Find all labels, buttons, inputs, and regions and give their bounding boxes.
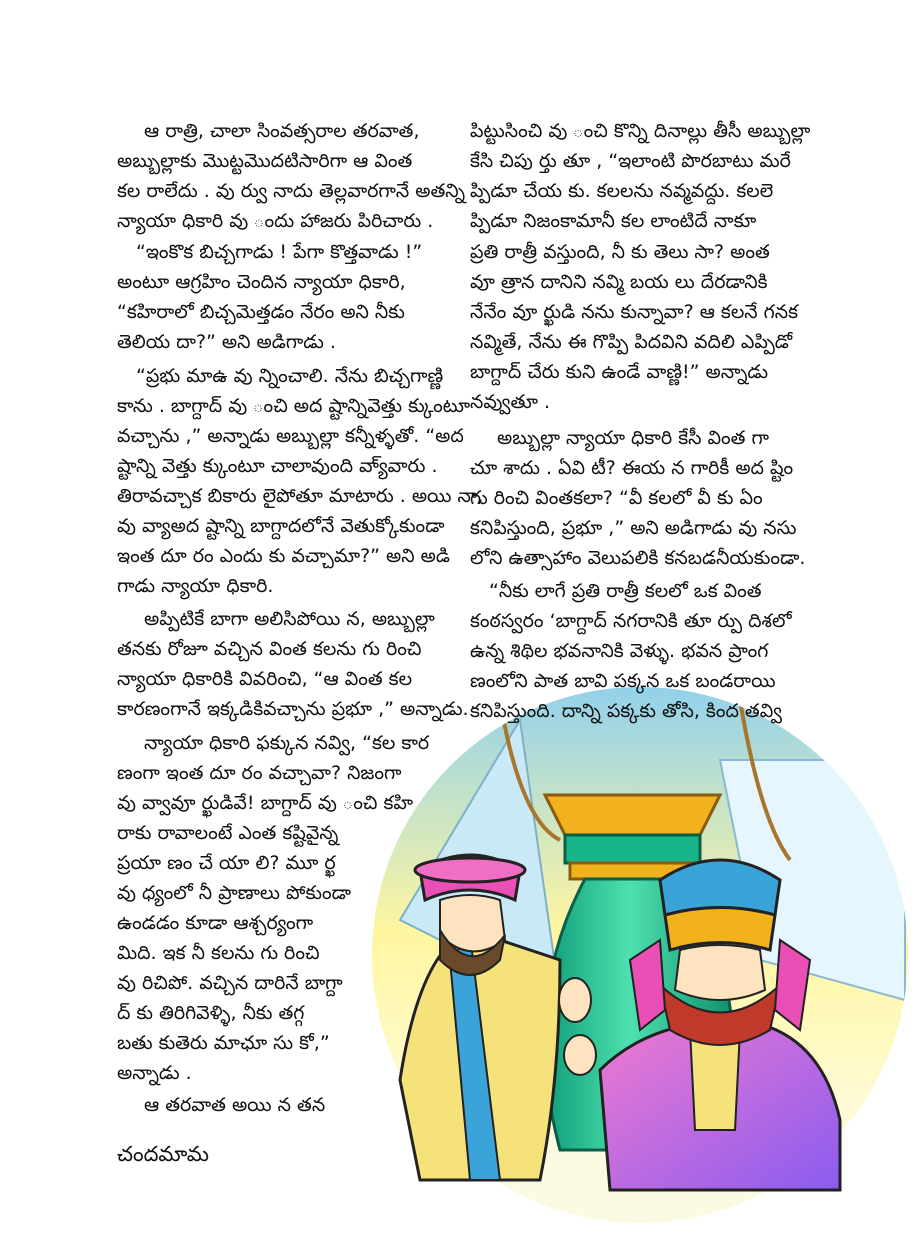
left-line-1: ఆ రాత్రి, చాలా సింవత్సరాల తరవాత, (144, 120, 420, 142)
left-line-29: వు రిచిపో. వచ్చిన దారినే బాగ్దా (117, 972, 343, 994)
left-line-12: ష్టాన్ని వెత్తు క్కుంటూ చాలావుంది వ్యా్వారు . (117, 455, 438, 477)
left-line-23: వు వ్వావూ ర్ఖుడివే! బాగ్దాద్ వు ంచి కహి (117, 792, 414, 814)
left-line-27: ఉండడం కూడా ఆశ్చర్యంగా (117, 912, 314, 934)
right-line-12: చూ శాదు . ఏవి టీ? ఈయ న గారికీ అద ష్టిం (470, 457, 794, 479)
left-line-33: ఆ తరవాత అయి న తన (144, 1094, 326, 1116)
left-line-21: న్యాయా ధికారి ఫక్కున నవ్వి, “కల కార (144, 732, 430, 754)
left-line-17: అప్పిటికే బాగా అలిసిపోయి న, అబ్బుల్లా (144, 608, 435, 630)
right-line-3: ప్పిడూ చేయ కు. కలలను నవ్మవద్దు. కలలె (470, 180, 774, 202)
left-line-13: తిరావచ్చాక బికారు లైపోతూ మాటారు . అయి నా, (117, 485, 484, 507)
left-line-7: “కహిరాలో బిచ్చమెత్తడం నేరం అని నీకు (117, 301, 405, 323)
left-line-20: కారణంగానే ఇక్కడికివచ్చాను ప్రభూ ,” అన్నాడు. (117, 698, 469, 720)
left-line-30: ద్ కు తిరిగివెళ్ళి, నీకు తగ్గ (117, 1002, 305, 1024)
right-line-1: పిట్టుసించి వు ంచి కొన్ని దినాల్లు తీసీ అబ్బుల్లా (470, 120, 811, 142)
right-line-2: కేసి చిపు ర్తు తూ , “ఇలాంటి పొరబాటు మరే (470, 150, 791, 172)
magazine-footer-title: చందమామ (117, 1142, 209, 1166)
left-line-15: ఇంత దూ రం ఎందు కు వచ్చామా?” అని అడి (117, 545, 450, 567)
left-line-32: అన్నాడు . (117, 1062, 192, 1084)
right-line-10: నవ్వుతూ . (470, 391, 551, 413)
left-line-4: న్యాయా ధికారి వు ందు హాజరు పిరిచారు . (117, 210, 434, 232)
left-line-14: వు వ్యాఅద ష్టాన్ని బాగ్దాదలోనే వెతుక్కోకుండా (117, 515, 445, 537)
left-line-10: కాను . బాగ్దాద్ వు ంచి అద ష్టాన్నివెత్తు క్కుంటూ (117, 395, 471, 417)
left-line-25: ప్రయా ణం చే యా లి? మూ ర్ఖ (117, 852, 336, 874)
left-line-5: “ఇంకొక బిచ్చగాడు ! పేగా కొత్తవాడు !” (136, 241, 423, 263)
right-line-7: నేనేం వూ ర్ఖుడి నను కున్నావా? ఆ కలనే గనక (470, 301, 799, 323)
right-line-18: ఉన్న శిథిల భవనానికి వెళ్ళు. భవన ప్రాంగ (470, 640, 769, 662)
left-line-24: రాకు రావాలంటే ఎంత కష్టివైన్న (117, 822, 339, 844)
left-line-22: ణంగా ఇంత దూ రం వచ్చావా? నిజంగా (117, 762, 402, 784)
right-line-16: “నీకు లాగే ప్రతి రాత్రీ కలలో ఒక వింత (489, 580, 762, 602)
right-line-5: ప్రతి రాత్రీ వస్తుంది, నీ కు తెలు సా? అంత (470, 241, 770, 263)
left-line-6: అంటూ ఆగ్రహిం చెందిన న్యాయా ధికారి, (117, 271, 406, 293)
right-line-6: వూ త్రాన దానిని నవ్మి బయ లు దేరడానికి (470, 271, 768, 293)
left-line-26: వు ధ్యంలో నీ ప్రాణాలు పోకుండా (117, 882, 351, 904)
left-line-19: న్యాయా ధికారికి వివరించి, “ఆ వింత కల (117, 668, 413, 690)
left-line-2: అబ్బుల్లాకు మొట్టమొదటిసారిగా ఆ వింత (117, 150, 413, 172)
left-line-9: “ప్రభు మాఉ వు న్నించాలి. నేను బిచ్చగాణ్ణి (136, 365, 444, 387)
left-line-18: తనకు రోజూ వచ్చిన వింత కలను గు రించి (117, 638, 422, 660)
right-line-9: బాగ్దాద్ చేరు కుని ఉండే వాణ్ణి!” అన్నాడు (470, 361, 769, 383)
left-line-28: మిది. ఇక నీ కలను గు రించి (117, 942, 320, 964)
right-line-11: అబ్బుల్లా న్యాయా ధికారి కేసీ వింత గా (497, 427, 769, 449)
left-line-11: వచ్చాను ,” అన్నాడు అబ్బుల్లా కన్నీళ్ళతో. “అద (117, 425, 464, 447)
left-line-8: తెలియ దా?” అని అడిగాడు . (117, 331, 336, 353)
right-line-20: కనిపిస్తుంది. దాన్ని పక్కకు తోసి, కింద తవ్వి (470, 700, 782, 722)
right-line-17: కంఠస్వరం ‘బాగ్దాద్ నగరానికి తూ ర్పు దిశలో (470, 610, 792, 632)
right-line-14: కనిపిస్తుంది, ప్రభూ ,” అని అడిగాడు వు నసు (470, 517, 797, 539)
right-line-19: ణంలోని పాత బావి పక్కన ఒక బండరాయి (470, 670, 776, 692)
right-line-15: లోని ఉత్సాహాం వెలుపలికి కనబడనీయకుండా. (470, 547, 806, 569)
left-line-3: కల రాలేదు . వు ర్వు నాదు తెల్లవారగానే అతన్ని (117, 180, 466, 202)
right-line-8: నవ్మితే, నేను ఈ గొప్పి పిదవిని వదిలి ఎప్పిడో (470, 331, 793, 353)
left-line-16: గాడు న్యాయా ధికారి. (117, 575, 274, 597)
right-line-4: ప్పిడూ నిజంకామానీ కల లాంటిదే నాకూ (470, 210, 757, 232)
left-line-31: బతు కుతెరు మాఛూ సు కో,” (117, 1032, 330, 1054)
right-line-13: గు రించి వింతకలా? “వీ కలలో వీ కు ఏం (470, 487, 763, 509)
